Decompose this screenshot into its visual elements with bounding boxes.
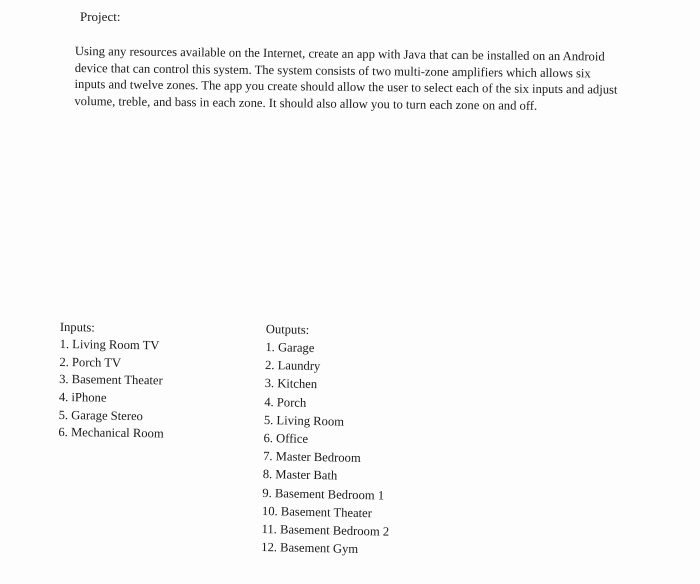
output-item: 6. Office bbox=[263, 430, 309, 446]
output-item: 12. Basement Gym bbox=[261, 540, 359, 557]
input-item: 5. Garage Stereo bbox=[58, 407, 144, 423]
output-item: 1. Garage bbox=[265, 339, 315, 356]
output-item: 10. Basement Theater bbox=[261, 503, 373, 520]
output-item: 8. Master Bath bbox=[262, 467, 338, 483]
input-item: 6. Mechanical Room bbox=[58, 425, 164, 441]
inputs-section bbox=[58, 318, 240, 445]
outputs-heading: Outputs: bbox=[265, 321, 310, 337]
output-item: 3. Kitchen bbox=[264, 376, 318, 392]
output-item: 9. Basement Bedroom 1 bbox=[262, 485, 385, 503]
inputs-heading: Inputs: bbox=[59, 319, 95, 335]
inputs-list bbox=[58, 336, 239, 445]
output-item: 5. Living Room bbox=[263, 412, 345, 429]
input-item: 4. iPhone bbox=[58, 390, 107, 405]
output-item: 7. Master Bedroom bbox=[263, 449, 361, 466]
output-item: 2. Laundry bbox=[264, 358, 321, 374]
outputs-section bbox=[261, 320, 466, 560]
outputs-list bbox=[261, 338, 466, 560]
project-label: Project: bbox=[80, 9, 121, 24]
input-item: 3. Basement Theater bbox=[59, 372, 163, 388]
project-description: Using any resources available on the Internet, create an app with Java that can be installed on an Android device that can control this system. The system consists of two multi-zone amplifiers which allows six inputs and twelve zones. The app you create should allow the user to select each of the six inputs and adjust volume, treble, and bass in each zone. It should also allow you to turn each zone on and off. bbox=[74, 43, 618, 113]
output-item: 11. Basement Bedroom 2 bbox=[261, 521, 390, 539]
input-item: 1. Living Room TV bbox=[59, 336, 160, 353]
output-item: 4. Porch bbox=[264, 394, 307, 410]
input-item: 2. Porch TV bbox=[59, 354, 122, 370]
